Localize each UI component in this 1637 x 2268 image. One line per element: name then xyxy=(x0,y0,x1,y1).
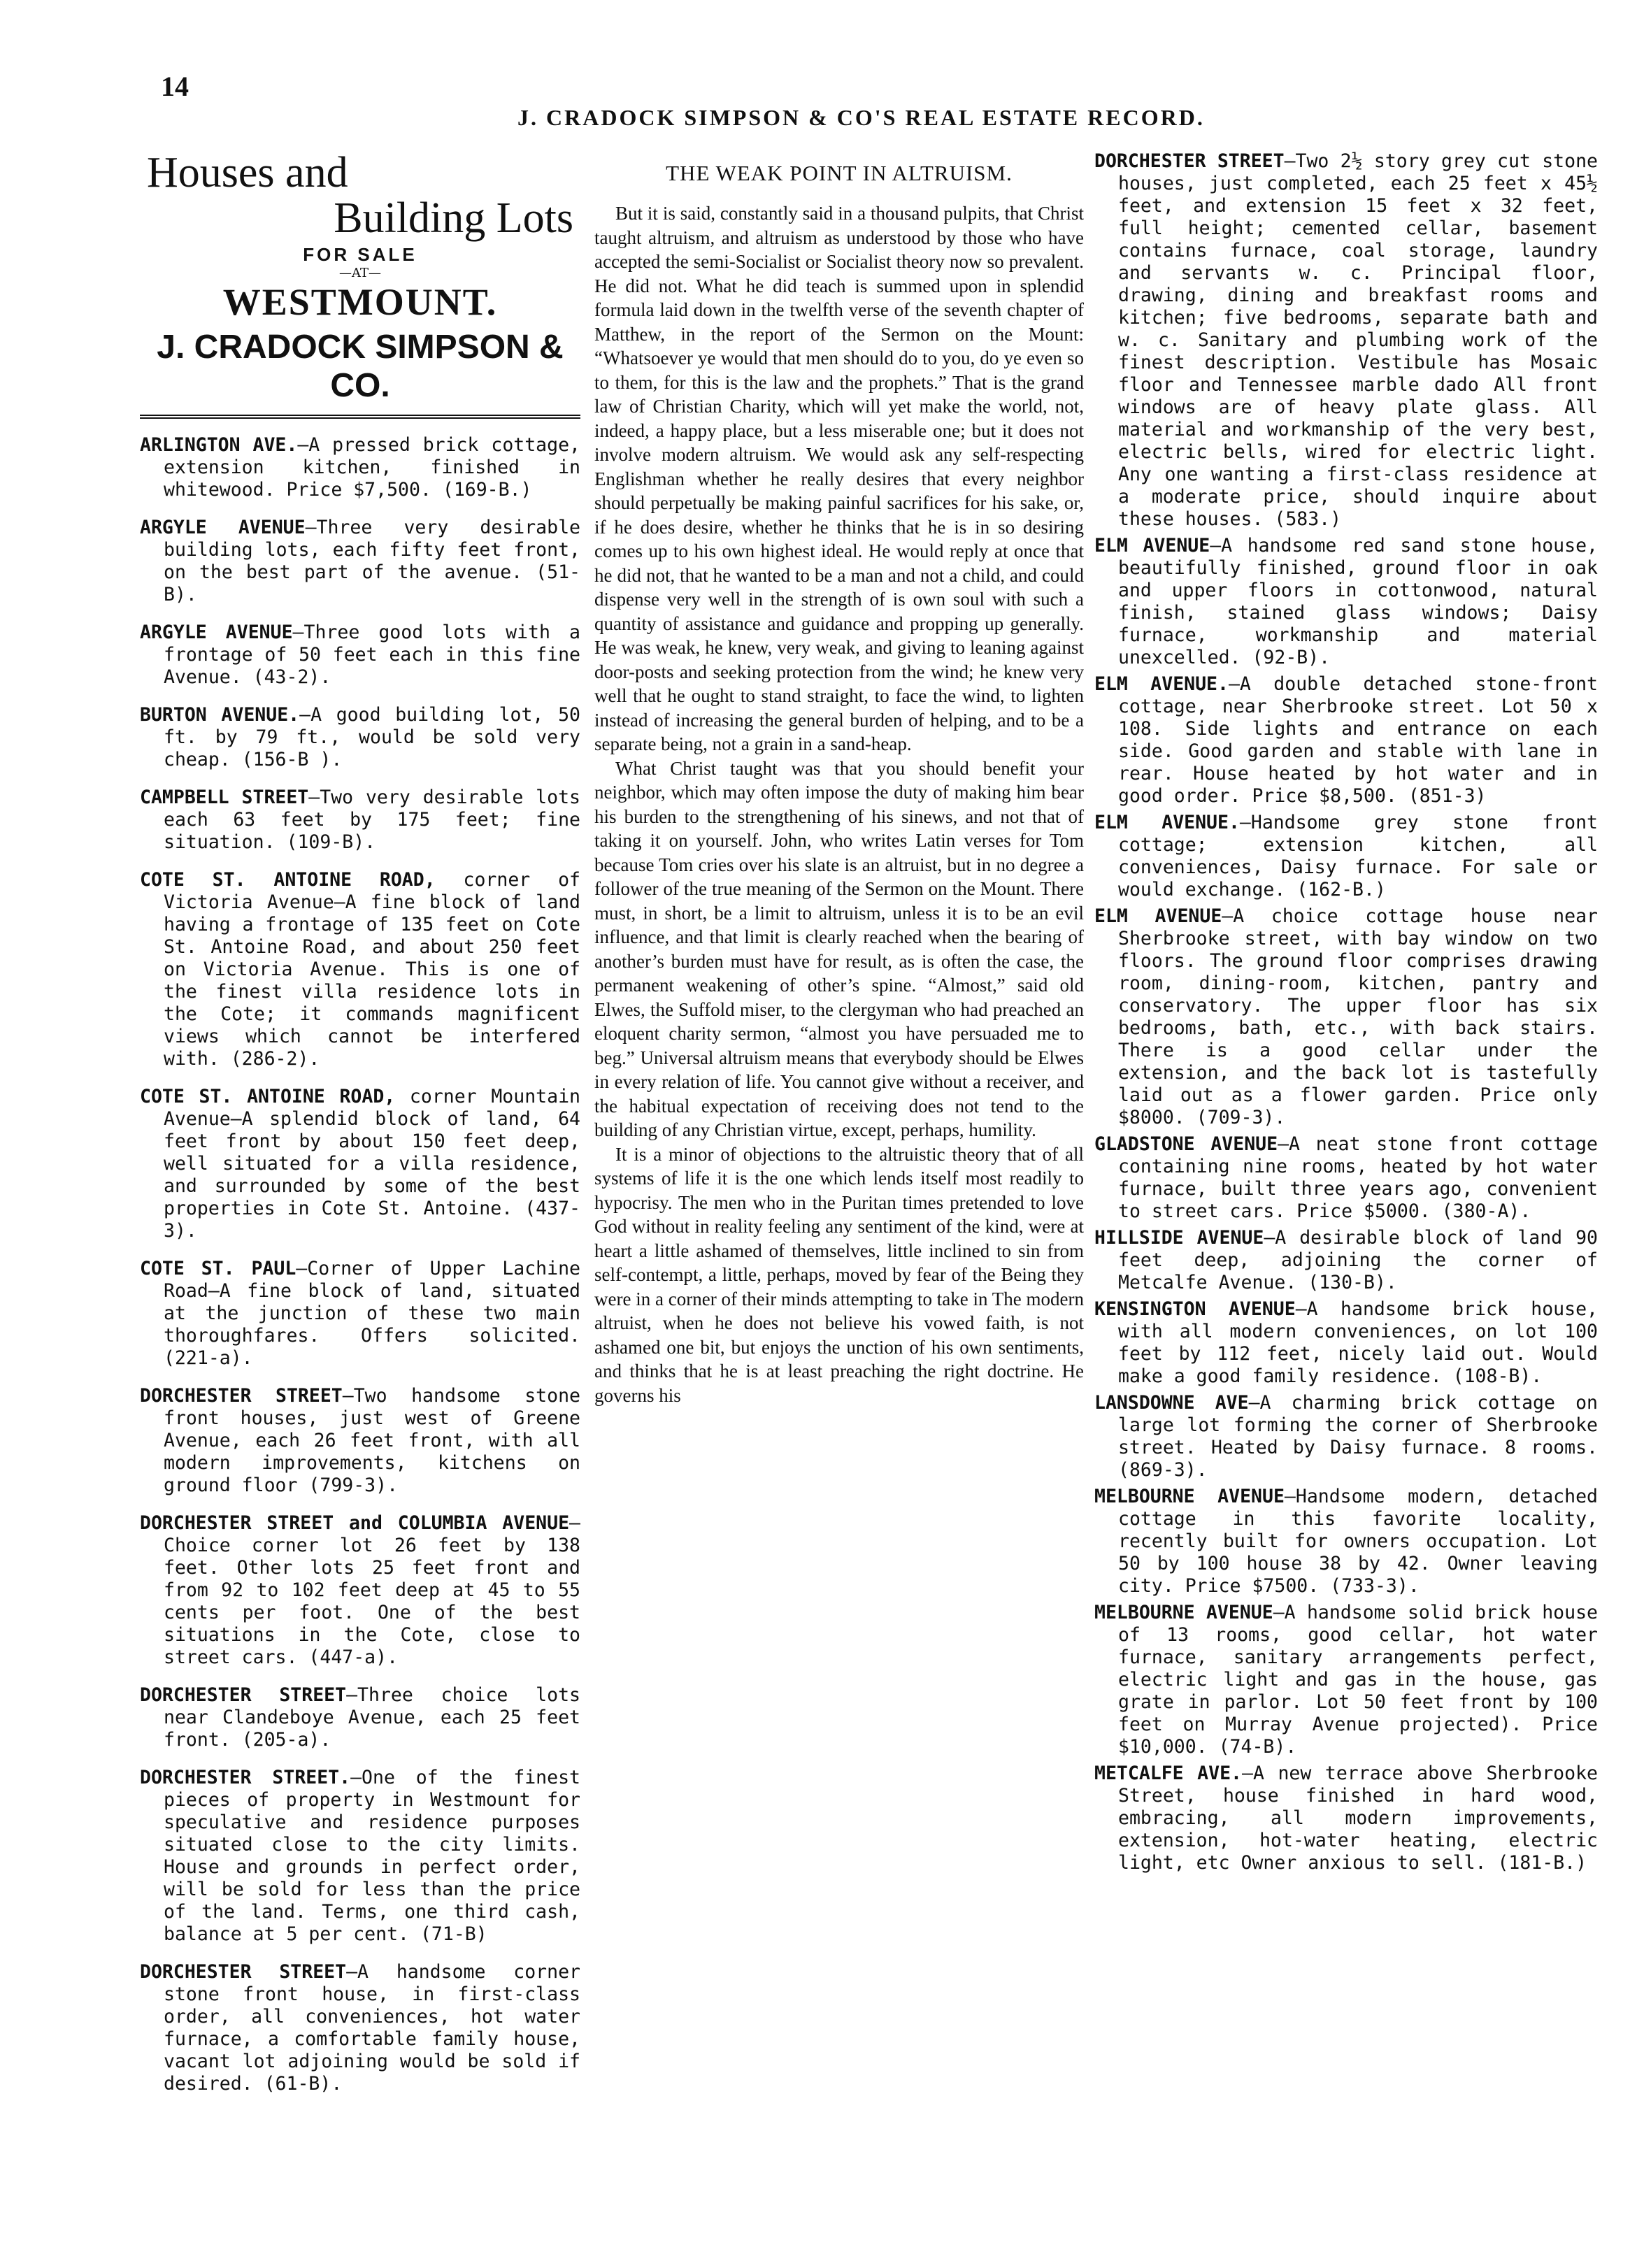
listing xyxy=(140,622,580,689)
listing-body: —Two 2½ story grey cut stone houses, just completed, each 25 feet x 45½ feet, and extension 15 feet x 32 feet, full height; cemented cellar, basement contains furnace, coal storage, laundry and servants w. c. Principal floor, drawing, dining and breakfast rooms and kitchen; five bedrooms, separate bath and w. c. Sanitary and plumbing work of the finest description. Vestibule has Mosaic floor and Tennessee marble dado All front windows are of heavy plate glass. All material and workmanship of the very best, electric bells, wired for electric light. Any one wanting a first-class residence at a moderate price, should inquire about these houses. (583.) xyxy=(1118,150,1598,530)
listing xyxy=(140,517,580,606)
essay-paragraph: It is a minor of objections to the altruistic theory that of all systems of life it is the one which lends itself most readily to hypocrisy. The men who in the Puritan times pretended to love God without in reality feeling any sentiment of the kind, were at heart a little ashamed of themselves, little inclined to sin from self-contempt, a little, perhaps, moved by fear of the Being they were in a corner of their minds attempting to take in The modern altruist, when he does not believe his vowed faith, is not ashamed one bit, but enjoys the unction of his own sentiments, and thinks that he is at least preaching the right doctrine. He governs his xyxy=(594,1143,1084,1406)
listing xyxy=(140,1512,580,1669)
listing-body: —Three very desirable building lots, each fifty feet front, on the best part of the avenue. (51-B). xyxy=(164,517,580,606)
page-number: 14 xyxy=(161,71,189,102)
listing xyxy=(140,1385,580,1497)
listing-body: —Handsome grey stone front cottage; extension kitchen, all conveniences, Daisy furnace. For sale or would exchange. (162-B.) xyxy=(1118,812,1598,900)
listing-title: ELM AVENUE. xyxy=(1094,673,1229,695)
listing xyxy=(1094,905,1598,1129)
listing-title: COTE ST. ANTOINE ROAD, xyxy=(140,869,436,891)
listing-title: BURTON AVENUE. xyxy=(140,704,300,726)
advertisement-header xyxy=(140,150,580,419)
listing-title: ELM AVENUE. xyxy=(1094,812,1240,833)
listing xyxy=(1094,1227,1598,1294)
listing-body: —Choice corner lot 26 feet by 138 feet. Other lots 25 feet front and from 92 to 102 feet deep at 45 to 55 cents per foot. One of the best situations in the Cote, close to street cars. (447-a). xyxy=(164,1512,580,1669)
listing xyxy=(1094,150,1598,531)
listing-body: —A good building lot, 50 ft. by 79 ft., would be sold very cheap. (156-B ). xyxy=(164,704,580,771)
listing-body: corner of Victoria Avenue—A fine block of land having a frontage of 135 feet on Cote St. Antoine Road, and about 250 feet on Victoria Avenue. This is one of the finest villa residence lots in the Cote; it commands magnificent views which cannot be interfered with. (286-2). xyxy=(164,869,580,1070)
listing-title: HILLSIDE AVENUE xyxy=(1094,1227,1264,1249)
listing-title: ELM AVENUE xyxy=(1094,535,1210,557)
listing-title: DORCHESTER STREET xyxy=(140,1385,343,1407)
listings-right xyxy=(1094,150,1598,1874)
listing-body: —A handsome corner stone front house, in first-class order, all conveniences, hot water furnace, a comfortable family house, vacant lot adjoining would be sold if desired. (61-B). xyxy=(164,1961,580,2095)
listing-title: DORCHESTER STREET xyxy=(140,1961,347,1983)
listing-body: —Two handsome stone front houses, just west of Greene Avenue, each 26 feet front, with all modern improvements, kitchens on ground floor (799-3). xyxy=(164,1385,580,1497)
listing xyxy=(1094,1763,1598,1874)
listing xyxy=(140,704,580,771)
listing-title: COTE ST. ANTOINE ROAD, xyxy=(140,1086,396,1108)
listing-title: ARLINGTON AVE. xyxy=(140,434,298,457)
listing xyxy=(1094,812,1598,901)
listing xyxy=(140,1684,580,1751)
listing-title: ARGYLE AVENUE xyxy=(140,622,293,644)
listing xyxy=(140,1767,580,1946)
listing-body: —A charming brick cottage on large lot forming the corner of Sherbrooke street. Heated by Daisy furnace. 8 rooms. (869-3). xyxy=(1118,1392,1598,1481)
listing-body: —A handsome brick house, with all modern conveniences, on lot 100 feet by 112 feet, nicely laid out. Would make a good family residence. (108-B). xyxy=(1118,1298,1598,1387)
running-head: J. CRADOCK SIMPSON & CO'S REAL ESTATE RECORD. xyxy=(517,105,1205,130)
ad-place: WESTMOUNT. xyxy=(222,281,498,324)
listing xyxy=(140,1086,580,1242)
listing-title: GLADSTONE AVENUE xyxy=(1094,1133,1278,1155)
column-right xyxy=(1094,150,1598,2220)
listing-body: —A desirable block of land 90 feet deep, adjoining the corner of Metcalfe Avenue. (130-B). xyxy=(1118,1227,1598,1293)
listing-title: DORCHESTER STREET xyxy=(140,1684,347,1707)
essay-paragraph: What Christ taught was that you should benefit your neighbor, which may often impose the duty of making him bear his burden to the strengthening of his sinews, and not that of taking it on yourself. John, who writes Latin verses for Tom because Tom cries over his slate is an altruist, but in no degree a follower of the true meaning of the Sermon on the Mount. There must, in short, be a limit to altruism, unless it is to be an evil influence, and that limit is clearly reached when the bearing of another’s burden must have for result, as is often the case, the permanent weakening of other’s spine. “Almost,” said old Elwes, the Suffold miser, to the clergyman who had preached an eloquent charity sermon, “almost you have persuaded me to beg.” Universal altruism means that everybody should be Elwes in every relation of life. You cannot give without a receiver, and the habitual expectation of receiving does not tend to the building of any Christian virtue, except, perhaps, humility. xyxy=(594,757,1084,1140)
listing xyxy=(140,1258,580,1370)
listing-title: MELBOURNE AVENUE xyxy=(1094,1602,1273,1623)
listing xyxy=(1094,673,1598,808)
listing xyxy=(1094,535,1598,669)
listing xyxy=(1094,1298,1598,1388)
listing-body: —A handsome red sand stone house, beautifully finished, ground floor in oak and upper floors in cottonwood, natural finish, stained glass windows; Daisy furnace, workmanship and material unexcelled. (92-B). xyxy=(1118,535,1598,668)
listing-title: DORCHESTER STREET and COLUMBIA AVENUE xyxy=(140,1512,570,1535)
column-middle xyxy=(594,150,1084,2220)
essay-paragraph: But it is said, constantly said in a thousand pulpits, that Christ taught altruism, and altruism as understood by those who have accepted the semi-Socialist or Socialist theory now so prevalent. He did not. What he did teach is summed upon in splendid formula laid down in the twelfth verse of the seventh chapter of Matthew, in the report of the Sermon on the Mount: “Whatsoever ye would that men should do to you, do ye even so to them, for this is the law and the prophets.” That is the grand law of Christian Charity, which will yet make the world, not, indeed, a happy place, but a less miserable one; but it does not involve modern altruism. We would ask any self-respecting Englishman whether he really desires that every neighbor should perpetually be making painful sacrifices for his sake, or, if he does desire, whether he thinks that he is in so desiring comes up to his own highest ideal. He would reply at once that he did not, that he wanted to be a man and not a child, and could dispense very well in the strength of is own soul with such a quantity of assistance and guidance and propping up generally. He was weak, he knew, very weak, and giving to leaning against door-posts and seeking protection from the wind; he knew very well that he ought to stand straight, to face the wind, to lighten instead of increasing the general burden of helping, and to be a separate being, not a grain in a sand-heap. xyxy=(594,203,1084,754)
listing-body: —One of the finest pieces of property in Westmount for speculative and residence purposes situated close to the city limits. House and grounds in perfect order, will be sold for less than the price of the land. Terms, one third cash, balance at 5 per cent. (71-B) xyxy=(164,1767,580,1946)
column-left xyxy=(140,150,580,2220)
listing-body: corner Mountain Avenue—A splendid block of land, 64 feet front by about 150 feet deep, well situated for a villa residence, and surrounded by some of the best properties in Cote St. Antoine. (437-3). xyxy=(164,1086,580,1242)
listing-body: —Two very desirable lots each 63 feet by 175 feet; fine situation. (109-B). xyxy=(164,787,580,854)
listing-title: LANSDOWNE AVE xyxy=(1094,1392,1249,1414)
listing-body: —A pressed brick cottage, extension kitchen, finished in whitewood. Price $7,500. (169-B.) xyxy=(164,434,580,501)
listing-title: COTE ST. PAUL xyxy=(140,1258,296,1280)
listing-body: —Corner of Upper Lachine Road—A fine block of land, situated at the junction of these two main thoroughfares. Offers solicited. (221-a). xyxy=(164,1258,580,1370)
listing xyxy=(140,434,580,501)
listing xyxy=(140,1961,580,2095)
listing-body: —A neat stone front cottage containing nine rooms, heated by hot water furnace, built three years ago, convenient to street cars. Price $5000. (380-A). xyxy=(1118,1133,1598,1222)
listing-title: MELBOURNE AVENUE xyxy=(1094,1486,1285,1507)
ad-at: —AT— xyxy=(338,266,382,281)
listing-title: CAMPBELL STREET xyxy=(140,787,309,809)
listing-body: —A double detached stone-front cottage, near Sherbrooke street. Lot 50 x 108. Side lights and entrance on each side. Good garden and stable with lane in rear. House heated by hot water and in good order. Price $8,500. (851-3) xyxy=(1118,673,1598,807)
listing xyxy=(1094,1602,1598,1758)
essay-title: THE WEAK POINT IN ALTRUISM. xyxy=(666,161,1013,185)
listing-body: —Three choice lots near Clandeboye Avenue, each 25 feet front. (205-a). xyxy=(164,1684,580,1751)
listing-title: ELM AVENUE xyxy=(1094,905,1222,927)
listing-body: —Handsome modern, detached cottage in this favorite locality, recently built for owners occupation. Lot 50 by 100 house 38 by 42. Owner leaving city. Price $7500. (733-3). xyxy=(1118,1486,1598,1597)
essay-body xyxy=(594,201,1084,1407)
listing-title: DORCHESTER STREET. xyxy=(140,1767,351,1789)
listing-body: —Three good lots with a frontage of 50 feet each in this fine Avenue. (43-2). xyxy=(164,622,580,689)
listing xyxy=(1094,1133,1598,1223)
listings-left xyxy=(140,434,580,2095)
listing-body: —A choice cottage house near Sherbrooke street, with bay window on two floors. The ground floor comprises drawing room, dining-room, kitchen, pantry and conservatory. The upper floor has six bedrooms, bath, etc., with back stairs. There is a good cellar under the extension, and the back lot is tastefully laid out as a flower garden. Price only $8000. (709-3). xyxy=(1118,905,1598,1128)
listing-title: KENSINGTON AVENUE xyxy=(1094,1298,1296,1320)
listing xyxy=(140,787,580,854)
ad-firm: J. CRADOCK SIMPSON & CO. xyxy=(140,328,580,419)
listing-title: METCALFE AVE. xyxy=(1094,1763,1243,1784)
ad-for-sale: FOR SALE xyxy=(303,244,417,266)
ad-title-line1: Houses and xyxy=(147,150,348,196)
listing xyxy=(1094,1486,1598,1598)
listing xyxy=(140,869,580,1070)
ad-title-line2: Building Lots xyxy=(334,194,573,243)
listing xyxy=(1094,1392,1598,1481)
listing-title: ARGYLE AVENUE xyxy=(140,517,306,539)
listing-title: DORCHESTER STREET xyxy=(1094,150,1285,172)
listing-body: —A new terrace above Sherbrooke Street, house finished in hard wood, embracing, all modern improvements, extension, hot-water heating, electric light, etc Owner anxious to sell. (181-B.) xyxy=(1118,1763,1598,1874)
listing-body: —A handsome solid brick house of 13 rooms, good cellar, hot water furnace, sanitary arrangements perfect, electric light and gas in the house, gas grate in parlor. Lot 50 feet front by 100 feet on Murray Avenue projected). Price $10,000. (74-B). xyxy=(1118,1602,1598,1758)
